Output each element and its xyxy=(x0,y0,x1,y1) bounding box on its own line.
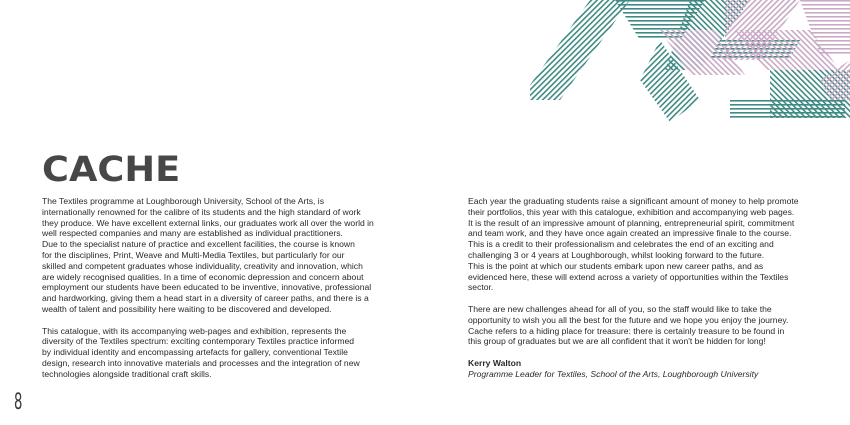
page-number: 8 xyxy=(14,390,23,415)
striped-geometric-graphic xyxy=(500,0,850,125)
right-text-column xyxy=(468,196,813,380)
left-text-column xyxy=(42,196,387,380)
closing-paragraph: There are new challenges ahead for all of you, so the staff would like to take the opportunity to wish you all the best for the future and we hope you enjoy the journey. Cache refers to a hiding place for treasure: there is certainly treasure to be found in this group of graduates but we are all confident that it won't be hidden for long! xyxy=(468,303,789,347)
signature-name: Kerry Walton xyxy=(468,357,522,368)
page-title: CACHE xyxy=(42,150,181,190)
signature-role: Programme Leader for Textiles, School of the Arts, Loughborough University xyxy=(468,368,759,379)
intro-paragraph: The Textiles programme at Loughborough University, School of the Arts, is internationally renowned for the calibre of its students and the high standard of work they produce. We have excellent external links, our graduates work all over the world in well respected companies and many are established as individual practitioners. Due to the specialist nature of practice and excellent facilities, the course is known for the disciplines, Print, Weave and Multi-Media Textiles, but particularly for our skilled and competent graduates whose individuality, creativity and innovation, which are widely recognised qualities. In a time of economic depression and concern about employment our students have been educated to be inventive, innovative, professional and hardworking, giving them a head start in a diversity of career paths, and there is a wealth of talent and possibility here waiting to be discovered and developed. xyxy=(42,196,374,314)
graduates-paragraph: Each year the graduating students raise a significant amount of money to help promote their portfolios, this year with this catalogue, exhibition and accompanying web pages. It is the result of an impressive amount of planning, entrepreneurial spirit, commitment and team work, and they have once again created an impressive finale to the course. This is a credit to their professionalism and celebrates the end of an exciting and challenging 3 or 4 years at Loughborough, whilst looking forward to the future. This is the point at which our students embark upon new career paths, and as evidenced here, these will extend across a variety of opportunities within the Textiles sector. xyxy=(468,196,799,293)
catalogue-paragraph: This catalogue, with its accompanying web-pages and exhibition, represents the diversity of the Textiles spectrum: exciting contemporary Textiles practice informed by individual identity and encompassing artefacts for gallery, conventional Textile design, research into innovative materials and processes and the integration of new technologies alongside traditional craft skills. xyxy=(42,325,360,379)
